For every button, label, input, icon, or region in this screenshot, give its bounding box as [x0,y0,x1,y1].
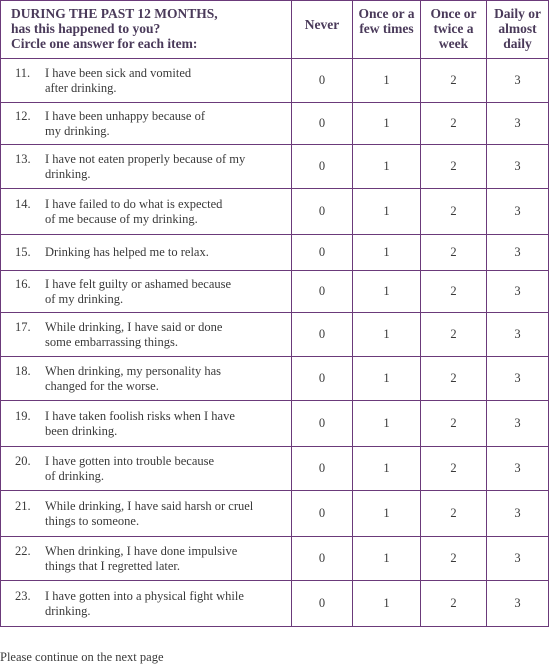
item-text-line: I have been unhappy because of [45,108,205,123]
item-text-line: I have not eaten properly because of my [45,151,246,166]
answer-option-1[interactable]: 1 [383,596,390,610]
answer-option-3[interactable]: 3 [514,416,521,430]
answer-option-0[interactable]: 0 [318,204,326,218]
item-text-line: When drinking, my personality has [45,363,222,378]
answer-option-1[interactable]: 1 [383,327,390,341]
item-cell [1,103,292,145]
answer-cell [421,537,487,581]
item-cell [1,59,292,103]
answer-option-2[interactable]: 2 [450,551,457,565]
answer-cell [292,357,353,401]
item-text [45,320,291,350]
answer-cell [421,357,487,401]
answer-option-0[interactable]: 0 [318,116,326,130]
item-text-line: been drinking. [45,423,118,438]
item-number: 23. [15,588,31,603]
item-text-line: some embarrassing things. [45,334,178,349]
answer-option-0[interactable]: 0 [318,159,326,173]
answer-cell [292,537,353,581]
item-content [15,152,291,182]
answer-cell [487,401,549,447]
answer-option-2[interactable]: 2 [450,506,457,520]
answer-cell [353,581,421,627]
column-header-line: Once or a [358,6,415,21]
table-row [1,235,549,271]
item-cell [1,357,292,401]
answer-cell [292,581,353,627]
item-text [45,364,291,394]
item-text-line: drinking. [45,166,91,181]
answer-option-0[interactable]: 0 [318,371,326,385]
table-row [1,271,549,313]
table-row [1,59,549,103]
answer-option-3[interactable]: 3 [514,327,521,341]
items-body [1,59,549,627]
item-cell [1,235,292,271]
item-number: 16. [15,276,31,291]
answer-cell [487,59,549,103]
item-number: 13. [15,151,31,166]
answer-cell [292,235,353,271]
answer-option-0[interactable]: 0 [318,73,326,87]
item-text-line: of my drinking. [45,291,124,306]
item-text [45,197,291,227]
answer-cell [353,537,421,581]
column-header-line: daily [503,36,532,51]
answer-cell [292,103,353,145]
answer-option-0[interactable]: 0 [318,245,326,259]
answer-cell [487,189,549,235]
answer-cell [421,59,487,103]
column-header-line: Once or [430,6,477,21]
answer-option-2[interactable]: 2 [450,371,457,385]
instructions-line: has this happened to you? [11,21,161,36]
item-number: 21. [15,498,31,513]
item-number: 17. [15,319,31,334]
column-header-daily-or-almost-daily [487,1,549,59]
answer-cell [487,145,549,189]
column-header-line: Daily or [494,6,541,21]
answer-cell [292,271,353,313]
answer-cell [421,103,487,145]
item-number: 12. [15,108,31,123]
answer-option-2[interactable]: 2 [450,159,457,173]
column-header-once-or-a-few-times [353,1,421,59]
item-text [45,589,291,619]
answer-cell [353,357,421,401]
answer-cell [421,271,487,313]
answer-cell [487,581,549,627]
item-number: 11. [15,65,31,80]
answer-cell [421,401,487,447]
item-text-line: changed for the worse. [45,378,159,393]
answer-cell [421,145,487,189]
item-cell [1,491,292,537]
answer-option-3[interactable]: 3 [514,551,521,565]
answer-cell [487,103,549,145]
answer-option-3[interactable]: 3 [514,371,521,385]
instructions-line: Circle one answer for each item: [11,36,198,51]
table-row [1,537,549,581]
answer-cell [421,235,487,271]
item-content [15,409,291,439]
item-text-line: of drinking. [45,468,105,483]
answer-option-2[interactable]: 2 [450,245,457,259]
item-text [45,499,291,529]
item-content [15,499,291,529]
item-content [15,364,291,394]
item-content [15,66,291,96]
item-text-line: While drinking, I have said harsh or cruel [45,498,254,513]
answer-option-2[interactable]: 2 [450,284,457,298]
item-cell [1,313,292,357]
answer-cell [353,235,421,271]
answer-cell [487,357,549,401]
item-text [45,152,291,182]
answer-option-1[interactable]: 1 [383,245,390,259]
answer-option-1[interactable]: 1 [383,461,390,475]
table-row [1,145,549,189]
answer-cell [353,491,421,537]
instructions-line: DURING THE PAST 12 MONTHS, [11,6,218,21]
answer-option-0[interactable]: 0 [318,551,326,565]
answer-option-0[interactable]: 0 [318,506,326,520]
answer-option-3[interactable]: 3 [514,73,521,87]
answer-cell [421,491,487,537]
answer-option-1[interactable]: 1 [383,73,390,87]
item-number: 22. [15,543,31,558]
table-row [1,103,549,145]
instructions-header [1,1,292,59]
answer-option-2[interactable]: 2 [450,116,457,130]
answer-cell [421,313,487,357]
table-row [1,313,549,357]
answer-option-2[interactable]: 2 [450,327,457,341]
header-row [1,1,549,59]
column-header-line: twice a [433,21,474,36]
item-number: 19. [15,408,31,423]
answer-option-3[interactable]: 3 [514,116,521,130]
answer-cell [487,235,549,271]
item-text-line: While drinking, I have said or done [45,319,223,334]
column-header-line: almost [498,21,537,36]
answer-cell [292,145,353,189]
column-header-line: week [438,36,469,51]
item-text [45,66,291,96]
answer-option-0[interactable]: 0 [318,596,326,610]
answer-cell [421,447,487,491]
answer-option-3[interactable]: 3 [514,245,521,259]
answer-cell [353,447,421,491]
item-content [15,109,291,139]
item-number: 20. [15,453,31,468]
item-content [15,277,291,307]
answer-cell [292,189,353,235]
answer-option-0[interactable]: 0 [318,327,326,341]
item-text-line: after drinking. [45,80,117,95]
answer-option-2[interactable]: 2 [450,461,457,475]
answer-cell [353,271,421,313]
answer-option-0[interactable]: 0 [318,461,326,475]
item-cell [1,145,292,189]
answer-option-1[interactable]: 1 [383,204,390,218]
answer-cell [487,537,549,581]
item-cell [1,189,292,235]
answer-cell [353,313,421,357]
answer-cell [487,491,549,537]
table-row [1,581,549,627]
answer-option-3[interactable]: 3 [514,204,521,218]
item-text-line: I have failed to do what is expected [45,196,223,211]
item-text [45,544,291,574]
item-number: 18. [15,363,31,378]
answer-option-1[interactable]: 1 [383,284,390,298]
table-row [1,491,549,537]
answer-option-2[interactable]: 2 [450,596,457,610]
answer-option-1[interactable]: 1 [383,159,390,173]
answer-option-1[interactable]: 1 [383,116,390,130]
answer-option-3[interactable]: 3 [514,596,521,610]
answer-option-1[interactable]: 1 [383,506,390,520]
item-text-line: things to someone. [45,513,140,528]
answer-option-1[interactable]: 1 [383,416,390,430]
answer-cell [353,145,421,189]
item-content [15,245,291,260]
table-row [1,447,549,491]
answer-option-0[interactable]: 0 [318,416,326,430]
column-header-once-or-twice-a-week [421,1,487,59]
table-row [1,189,549,235]
continue-note: Please continue on the next page [0,650,164,664]
answer-cell [292,491,353,537]
item-number: 14. [15,196,31,211]
item-text [45,409,291,439]
item-text-line: things that I regretted later. [45,558,181,573]
item-content [15,589,291,619]
item-text [45,277,291,307]
item-text-line: When drinking, I have done impulsive [45,543,238,558]
item-content [15,320,291,350]
answer-cell [353,189,421,235]
table-row [1,401,549,447]
answer-cell [487,313,549,357]
item-cell [1,447,292,491]
answer-cell [353,103,421,145]
table-row [1,357,549,401]
item-text [45,109,291,139]
answer-cell [421,581,487,627]
column-header-never [292,1,353,59]
answer-option-0[interactable]: 0 [318,284,326,298]
item-text-line: I have taken foolish risks when I have [45,408,235,423]
answer-option-3[interactable]: 3 [514,461,521,475]
item-content [15,197,291,227]
item-content [15,544,291,574]
item-text-line: I have gotten into trouble because [45,453,215,468]
answer-cell [353,59,421,103]
item-text [45,454,291,484]
answer-option-3[interactable]: 3 [514,284,521,298]
answer-cell [353,401,421,447]
item-cell [1,537,292,581]
column-header-line: Never [304,17,340,32]
item-text-line: I have felt guilty or ashamed because [45,276,232,291]
item-text-line: drinking. [45,603,91,618]
answer-option-2[interactable]: 2 [450,73,457,87]
answer-cell [292,313,353,357]
item-text [45,245,291,260]
item-text-line: my drinking. [45,123,110,138]
answer-cell [487,447,549,491]
answer-option-3[interactable]: 3 [514,159,521,173]
answer-cell [292,401,353,447]
item-cell [1,271,292,313]
item-text-line: Drinking has helped me to relax. [45,245,209,259]
answer-cell [487,271,549,313]
item-text-line: I have gotten into a physical fight while [45,588,244,603]
item-text-line: of me because of my drinking. [45,211,198,226]
answer-cell [292,447,353,491]
answer-cell [421,189,487,235]
answer-cell [292,59,353,103]
item-content [15,454,291,484]
answer-option-3[interactable]: 3 [514,506,521,520]
item-text-line: I have been sick and vomited [45,65,192,80]
answer-option-2[interactable]: 2 [450,416,457,430]
answer-option-1[interactable]: 1 [383,371,390,385]
answer-option-2[interactable]: 2 [450,204,457,218]
item-cell [1,581,292,627]
answer-option-1[interactable]: 1 [383,551,390,565]
item-number: 15. [15,245,31,259]
column-header-line: few times [359,21,414,36]
item-cell [1,401,292,447]
